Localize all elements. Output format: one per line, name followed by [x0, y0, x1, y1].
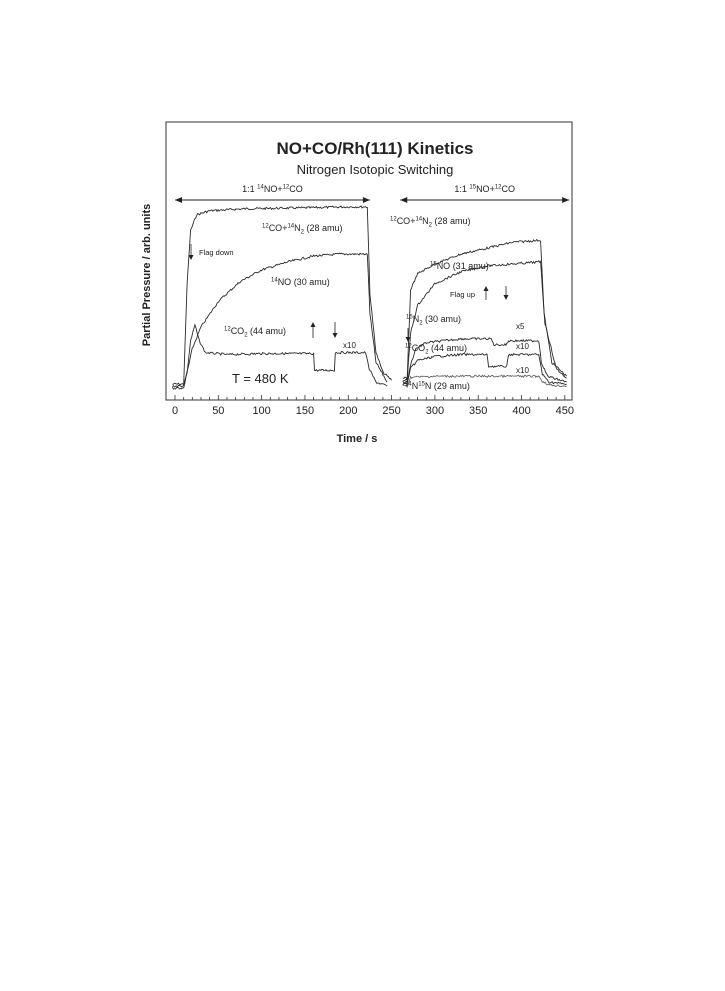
x-tick-label: 50 [212, 405, 225, 417]
multiplier-x10-right-top: x10 [516, 342, 529, 351]
series-label-4: $^{15}$NO (31 amu) [430, 261, 489, 271]
chart-title: NO+CO/Rh(111) Kinetics [276, 139, 474, 158]
x-tick-label: 150 [295, 405, 315, 417]
flag-down-label: Flag down [199, 248, 234, 257]
x-tick-label: 0 [171, 405, 179, 417]
x-tick-label: 250 [382, 405, 401, 417]
x-tick-label: 400 [512, 405, 531, 417]
series-label-5: $^{15}N_2$ (30 amu) [406, 314, 462, 327]
period-label-0: 1:1 $^{14}$NO+$^{12}$CO [242, 184, 303, 194]
x-tick-label: 300 [425, 405, 445, 417]
series-label-2: $^{12}CO_2$ (44 amu) [224, 326, 287, 339]
series-label-3: $^{12}CO+^{14}N_2$ (28 amu) [390, 216, 471, 229]
x-tick-label: 100 [252, 405, 271, 417]
flag-up-label: Flag up [450, 290, 476, 299]
multiplier-x10-right-bottom: x10 [516, 366, 529, 375]
multiplier-x10-left: x10 [343, 341, 356, 350]
series-label-1: $^{14}$NO (30 amu) [271, 277, 330, 287]
x-axis-label: Time / s [336, 433, 378, 445]
y-axis-label: Partial Pressure / arb. units [141, 203, 153, 347]
series-label-6: $^{12}CO_2$ (44 amu) [405, 343, 468, 356]
period-label-1: 1:1 $^{15}$NO+$^{12}$CO [454, 184, 516, 194]
x-tick-label: 200 [339, 405, 358, 417]
x-tick-label: 350 [469, 405, 488, 417]
multiplier-x5: x5 [516, 322, 525, 331]
series-label-0: $^{12}CO+^{14}N_2$ (28 amu) [262, 223, 343, 236]
temperature-label: T = 480 K [232, 371, 289, 386]
series-label-7: $^{14}N^{15}N$ (29 amu) [405, 381, 470, 391]
x-tick-label: 450 [555, 405, 575, 417]
chart-subtitle: Nitrogen Isotopic Switching [296, 162, 454, 177]
